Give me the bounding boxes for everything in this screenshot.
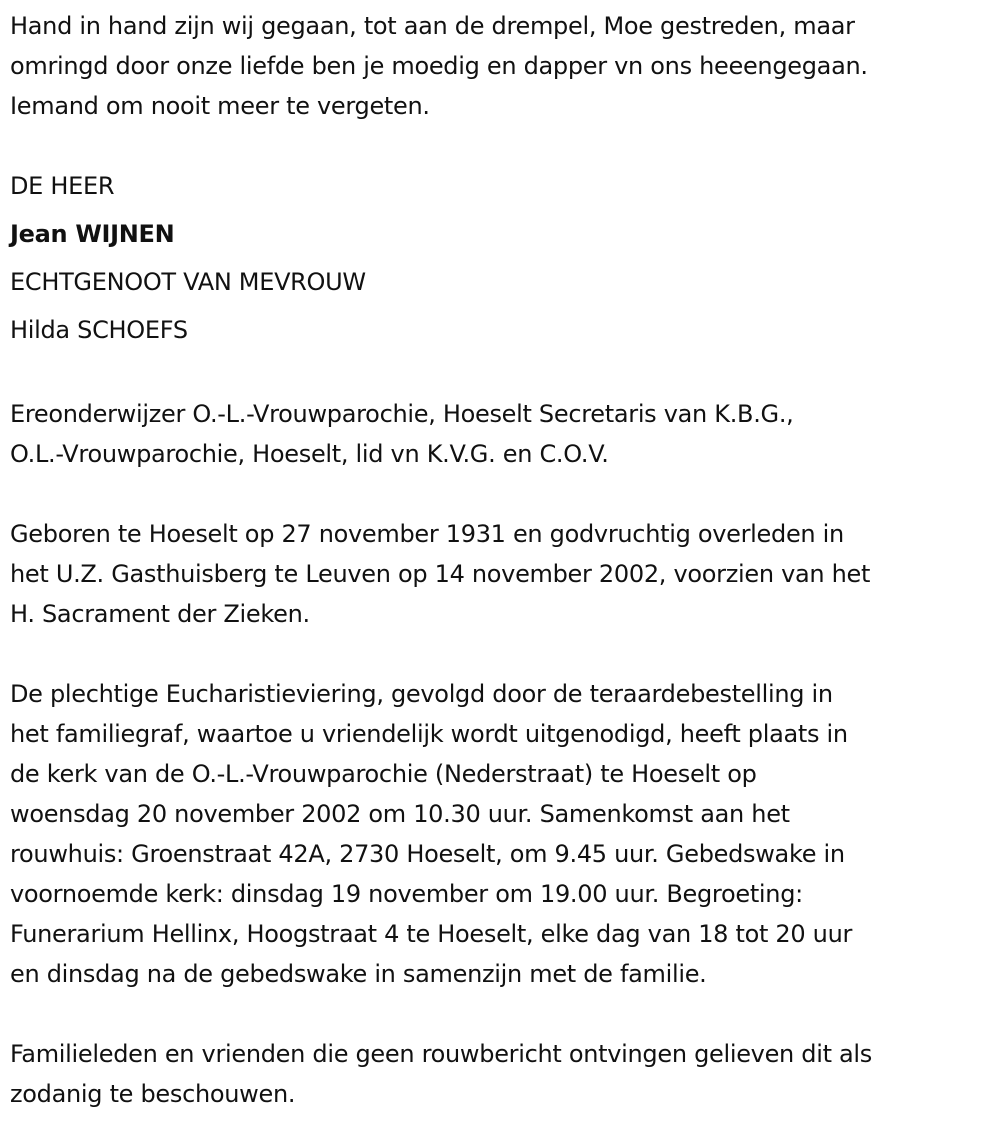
ceremony-line: de kerk van de O.-L.-Vrouwparochie (Nederstraat) te Hoeselt op	[10, 760, 757, 788]
deceased-title: DE HEER	[10, 172, 115, 200]
ceremony-line: woensdag 20 november 2002 om 10.30 uur. Samenkomst aan het	[10, 800, 790, 828]
ceremony-line: het familiegraf, waartoe u vriendelijk wordt uitgenodigd, heeft plaats in	[10, 720, 848, 748]
ceremony-line: Funerarium Hellinx, Hoogstraat 4 te Hoeselt, elke dag van 18 tot 20 uur	[10, 920, 853, 948]
ceremony-line: en dinsdag na de gebedswake in samenzijn met de familie.	[10, 960, 707, 988]
functions-line: Ereonderwijzer O.-L.-Vrouwparochie, Hoeselt Secretaris van K.B.G.,	[10, 400, 794, 428]
functions-paragraph	[10, 394, 995, 474]
ceremony-line: voornoemde kerk: dinsdag 19 november om 19.00 uur. Begroeting:	[10, 880, 803, 908]
deceased-block	[10, 166, 1000, 354]
birth-death-line: Geboren te Hoeselt op 27 november 1931 en godvruchtig overleden in	[10, 520, 844, 548]
birth-death-line: het U.Z. Gasthuisberg te Leuven op 14 november 2002, voorzien van het	[10, 560, 871, 588]
closing-paragraph	[10, 1034, 995, 1114]
deceased-relation: ECHTGENOOT VAN MEVROUW	[10, 268, 366, 296]
deceased-name: Jean WIJNEN	[10, 220, 175, 248]
ceremony-paragraph	[10, 674, 995, 994]
intro-paragraph	[10, 6, 995, 126]
closing-line: zodanig te beschouwen.	[10, 1080, 296, 1108]
closing-line: Familieleden en vrienden die geen rouwbericht ontvingen gelieven dit als	[10, 1040, 872, 1068]
birth-death-line: H. Sacrament der Zieken.	[10, 600, 310, 628]
ceremony-line: rouwhuis: Groenstraat 42A, 2730 Hoeselt, om 9.45 uur. Gebedswake in	[10, 840, 845, 868]
spouse-name: Hilda SCHOEFS	[10, 316, 188, 344]
intro-line: omringd door onze liefde ben je moedig en dapper vn ons heeengegaan.	[10, 52, 868, 80]
intro-line: Hand in hand zijn wij gegaan, tot aan de drempel, Moe gestreden, maar	[10, 12, 855, 40]
intro-line: Iemand om nooit meer te vergeten.	[10, 92, 430, 120]
ceremony-line: De plechtige Eucharistieviering, gevolgd door de teraardebestelling in	[10, 680, 833, 708]
birth-death-paragraph	[10, 514, 995, 634]
functions-line: O.L.-Vrouwparochie, Hoeselt, lid vn K.V.G. en C.O.V.	[10, 440, 609, 468]
